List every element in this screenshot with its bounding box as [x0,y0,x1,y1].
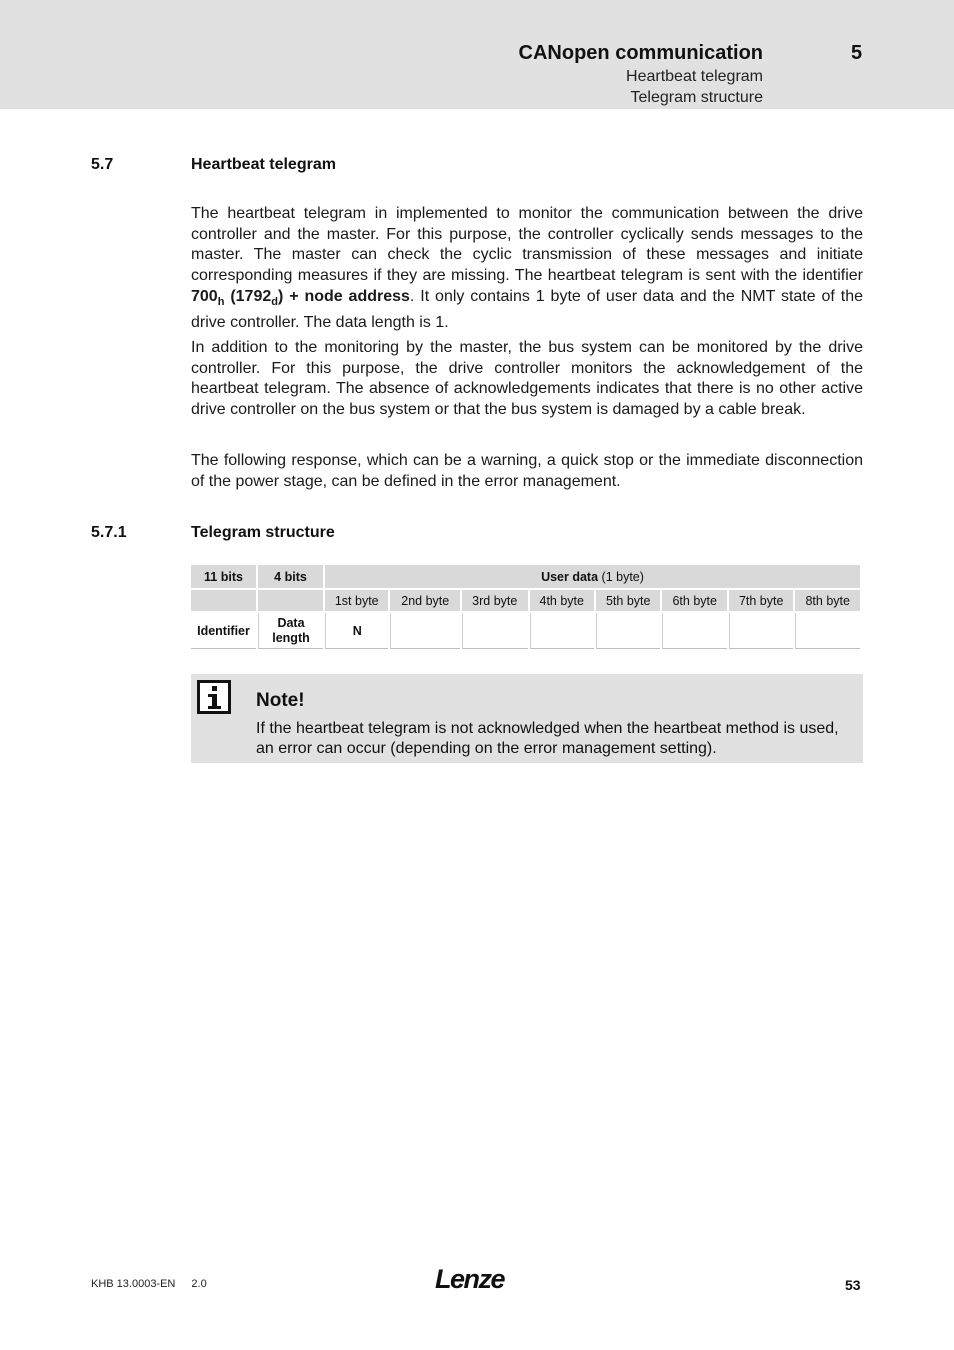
lenze-logo-mark [434,1264,516,1294]
footer-version: 2.0 [191,1278,207,1290]
data-length-cell: Data length [258,613,323,649]
note-title: Note! [256,690,305,711]
byte-8-cell [795,613,860,649]
table-byte-row [191,590,860,613]
paragraph-3: The following response, which can be a warning, a quick stop or the immediate disconnection of the power stage, can be defined in the error management. [191,452,863,490]
header-user-data: User data (1 byte) [325,565,860,590]
header-subtitle-2: Telegram structure [630,89,763,106]
header-4-bits: 4 bits [258,565,323,590]
note-box [191,674,863,763]
byte-4-header: 4th byte [530,590,594,613]
header-title: CANopen communication [518,42,763,64]
note-text: If the heartbeat telegram is not acknowledged when the heartbeat method is used, an error can occur (depending on the error management setting). [256,720,839,757]
subsection-title: Telegram structure [191,524,335,541]
page-number: 53 [845,1277,861,1293]
header-subtitle-1: Heartbeat telegram [626,68,763,85]
info-icon [197,680,231,714]
footer-document-id: KHB 13.0003-EN 2.0 [91,1278,207,1290]
header-chapter-number: 5 [851,42,863,64]
page-header [0,0,954,109]
byte-4-cell [530,613,594,649]
section-title: Heartbeat telegram [191,156,336,173]
svg-text:Lenze: Lenze [435,1264,505,1294]
table-data-row [191,613,860,649]
byte-1-cell: N [325,613,388,649]
byte-8-header: 8th byte [795,590,860,613]
byte-2-header: 2nd byte [390,590,460,613]
table-cell-empty [258,590,323,613]
byte-6-cell [662,613,726,649]
section-number: 5.7 [91,156,114,173]
subsection-number: 5.7.1 [91,524,127,541]
byte-5-cell [596,613,660,649]
byte-3-cell [462,613,527,649]
paragraph-2: In addition to the monitoring by the master, the bus system can be monitored by the drive controller. For this purpose, the drive controller monitors the acknowledgement of the heartbeat telegram. The absence of acknowledgements indicates that there is no other active drive controller on the bus system or that the bus system is damaged by a cable break. [191,339,863,419]
byte-3-header: 3rd byte [462,590,527,613]
header-11-bits: 11 bits [191,565,256,590]
byte-6-header: 6th byte [662,590,726,613]
lenze-logo [434,1264,516,1299]
byte-7-header: 7th byte [729,590,793,613]
byte-1-header: 1st byte [325,590,388,613]
byte-2-cell [390,613,460,649]
telegram-structure-table [189,565,862,649]
paragraph-1: The heartbeat telegram in implemented to monitor the communication between the drive controller and the master. For this purpose, the controller cyclically sends messages to the master. The master can check the cyclic transmission of these messages and initiate corresponding measures if they are missing. The heartbeat telegram is sent with the identifier $700_h$ $(1792_d)$ + node address. It only contains 1 byte of user data and the NMT state of the drive controller. The data length is 1. [191,205,863,331]
identifier-value: $700_h$ $(1792_d)$ + node address [191,287,410,308]
byte-5-header: 5th byte [596,590,660,613]
table-header-row [191,565,860,590]
byte-7-cell [729,613,793,649]
table-cell-empty [191,590,256,613]
identifier-cell: Identifier [191,613,256,649]
